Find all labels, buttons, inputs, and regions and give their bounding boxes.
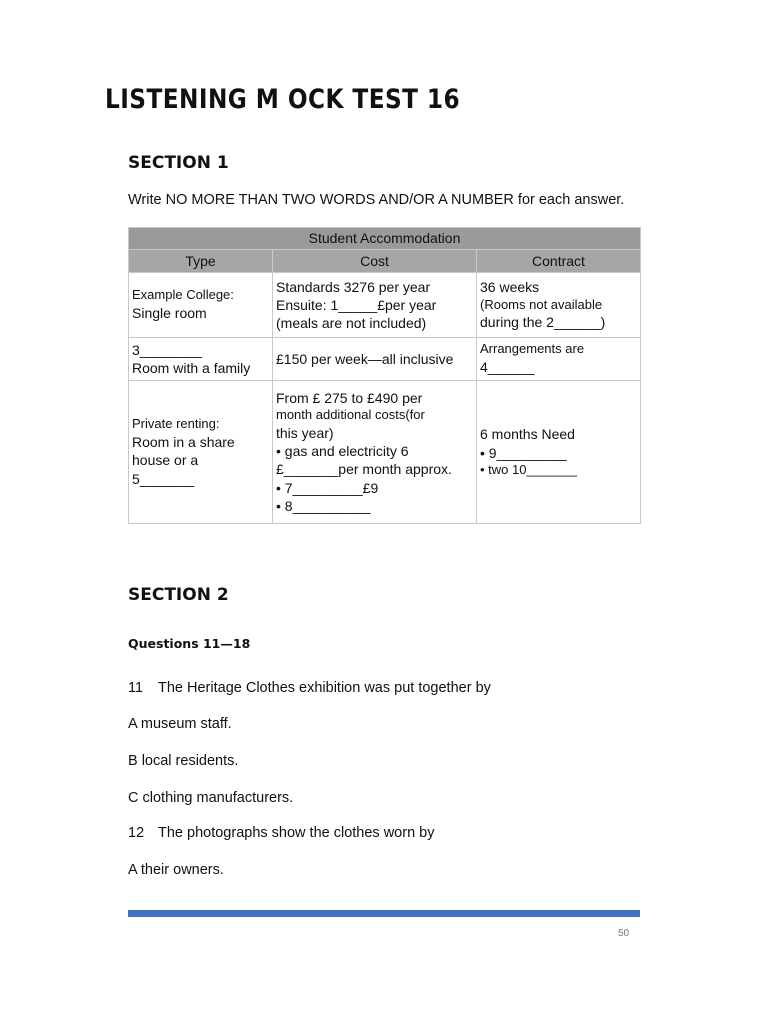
page-title: LISTENING M OCK TEST 16 [105, 84, 461, 115]
cell-text: 5_______ [132, 470, 195, 487]
cell-text: Private renting: [132, 416, 220, 432]
cell-text: house or a [132, 452, 199, 469]
table-row [129, 381, 641, 524]
cell-text: • 9_________ [480, 444, 567, 461]
column-header-contract: Contract [477, 250, 641, 273]
question-number: 11 [128, 680, 144, 696]
cell-text: Arrangements are [480, 341, 585, 357]
table-caption: Student Accommodation [129, 228, 641, 250]
cell-text: £_______per month approx. [276, 461, 452, 478]
cell-text: 6 months Need [480, 426, 575, 443]
question-11-option-b: B local residents. [128, 753, 239, 769]
column-header-type: Type [129, 250, 273, 273]
question-text: The Heritage Clothes exhibition was put together by [158, 680, 491, 696]
question-11-option-a: A museum staff. [128, 716, 232, 732]
cell-text: (meals are not included) [276, 315, 427, 332]
type-cell [129, 381, 273, 524]
cell-text: Standards 3276 per year [276, 278, 431, 295]
accommodation-table [128, 227, 641, 524]
question-12-stem [128, 825, 434, 841]
contract-cell [477, 273, 641, 338]
section-2-heading: SECTION 2 [128, 585, 229, 605]
section-1-instruction: Write NO MORE THAN TWO WORDS AND/OR A NUMBER for each answer. [128, 192, 625, 208]
section-1-heading: SECTION 1 [128, 153, 229, 173]
contract-cell [477, 338, 641, 381]
table-row [129, 273, 641, 338]
question-12-option-a: A their owners. [128, 862, 224, 878]
cell-text: 3________ [132, 341, 203, 358]
cost-cell [273, 338, 477, 381]
question-number: 12 [128, 825, 145, 841]
type-cell [129, 338, 273, 381]
cell-text: Room with a family [132, 360, 251, 376]
questions-heading: Questions 11—18 [128, 636, 251, 651]
column-header-cost: Cost [273, 250, 477, 273]
cell-text: (Rooms not available [480, 296, 603, 312]
cost-cell [273, 273, 477, 338]
question-text: The photographs show the clothes worn by [158, 825, 435, 841]
cell-text: • two 10_______ [480, 461, 578, 477]
contract-cell [477, 381, 641, 524]
cell-text: £150 per week—all inclusive [276, 350, 454, 367]
cell-text: • 7_________£9 [276, 479, 379, 496]
type-cell [129, 273, 273, 338]
table-row [129, 338, 641, 381]
cell-text: From £ 275 to £490 per [276, 389, 423, 406]
cell-text: Example College: [132, 287, 234, 303]
cell-text: this year) [276, 425, 334, 442]
cell-text: Room in a share [132, 434, 235, 451]
page-number: 50 [618, 928, 630, 939]
cost-cell [273, 381, 477, 524]
cell-text: • 8__________ [276, 497, 371, 514]
cell-text: • gas and electricity 6 [276, 443, 409, 460]
cell-text: 36 weeks [480, 279, 540, 296]
cell-text: month additional costs(for [276, 407, 425, 423]
question-11-option-c: C clothing manufacturers. [128, 790, 294, 806]
cell-text: 4______ [480, 359, 535, 376]
footer-rule [128, 910, 640, 917]
question-11-stem [128, 680, 491, 696]
cell-text: Ensuite: 1_____£per year [276, 296, 437, 313]
cell-text: Single room [132, 305, 207, 322]
cell-text: during the 2______) [480, 314, 606, 331]
